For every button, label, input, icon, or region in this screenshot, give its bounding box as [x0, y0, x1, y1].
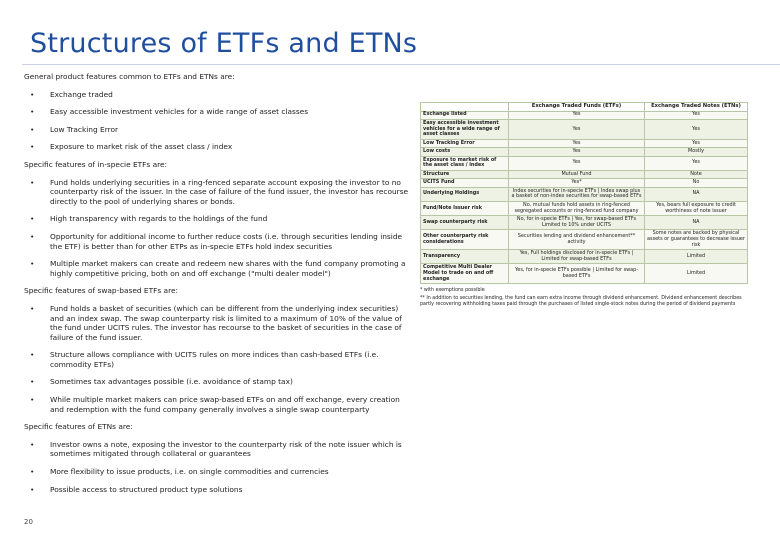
- list-item-text: Fund holds underlying securities in a ring-fenced separate account exposing the investor to no counterparty risk of the issuer. In the case of failure of the fund issuer, the investor has recourse directly to the pool of underlying shares or bonds.: [50, 177, 409, 206]
- bullet-icon: •: [30, 214, 35, 224]
- table-header-cell: [421, 103, 509, 112]
- value-cell: Mutual Fund: [509, 170, 645, 178]
- table-row: [421, 230, 748, 250]
- list-item: [24, 107, 412, 117]
- etn-features-list: [24, 440, 412, 494]
- table-row: [421, 179, 748, 187]
- general-features-list: [24, 90, 412, 152]
- list-item: [24, 395, 412, 414]
- bullet-icon: •: [30, 107, 35, 117]
- table-row: [421, 139, 748, 147]
- list-item-text: Sometimes tax advantages possible (i.e. avoidance of stamp tax): [50, 377, 293, 387]
- bullet-icon: •: [30, 259, 35, 269]
- list-item: [24, 232, 412, 251]
- etn-heading: Specific features of ETNs are:: [24, 422, 133, 432]
- table-header-cell: Exchange Traded Funds (ETFs): [509, 103, 645, 112]
- table-row: [421, 250, 748, 264]
- value-cell: Some notes are backed by physical assets or guarantees to decrease issuer risk: [645, 230, 748, 250]
- value-cell: Yes: [645, 139, 748, 147]
- table-row: [421, 216, 748, 230]
- feature-cell: Exposure to market risk of the asset class / index: [421, 156, 509, 170]
- value-cell: Yes: [509, 119, 645, 139]
- value-cell: NA: [645, 187, 748, 201]
- list-item-text: Fund holds a basket of securities (which can be different from the underlying index securities) and an index swap. The swap counterparty risk is limited to a maximum of 10% of the value of the fund under UCITS rules. The investor has recourse to the basket of securities in the case of failure of the fund issuer.: [50, 303, 402, 342]
- page-title: Structures of ETFs and ETNs: [30, 28, 418, 59]
- feature-cell: Exchange listed: [421, 111, 509, 119]
- value-cell: Mostly: [645, 148, 748, 156]
- bullet-icon: •: [30, 467, 35, 477]
- feature-cell: Easy accessible investment vehicles for a wide range of asset classes: [421, 119, 509, 139]
- table-row: [421, 156, 748, 170]
- bullet-icon: •: [30, 89, 35, 99]
- list-item: [24, 125, 412, 135]
- feature-cell: Transparency: [421, 250, 509, 264]
- bullet-icon: •: [30, 124, 35, 134]
- value-cell: No, for in-specie ETFs | Yes, for swap-based ETFs Limited to 10% under UCITS: [509, 216, 645, 230]
- bullet-icon: •: [30, 484, 35, 494]
- page-number: 20: [24, 518, 33, 526]
- swap-features-list: [24, 304, 412, 414]
- footnote: ** In addition to securities lending, the fund can earn extra income through dividend enhancement. Dividend enhancement describes partly recovering withholding taxes paid through the purchases of listed single-stock notes during the period of dividend payments: [420, 296, 742, 308]
- table-row: [421, 111, 748, 119]
- footnote: * with exemptions possible: [420, 288, 485, 294]
- list-item: [24, 350, 412, 369]
- comparison-table: [420, 102, 748, 284]
- value-cell: NA: [645, 216, 748, 230]
- list-item: [24, 259, 412, 278]
- list-item-text: Low Tracking Error: [50, 124, 119, 134]
- list-item-text: Opportunity for additional income to further reduce costs (i.e. through securities lending inside the ETF) is better than for other ETPs as in-specie ETFs hold index securities: [50, 231, 403, 251]
- table-row: [421, 264, 748, 284]
- swap-heading: Specific features of swap-based ETFs are:: [24, 286, 178, 296]
- list-item-text: More flexibility to issue products, i.e. on single commodities and currencies: [50, 467, 329, 477]
- list-item-text: Exposure to market risk of the asset class / index: [50, 142, 233, 152]
- feature-cell: Low costs: [421, 148, 509, 156]
- inspecie-features-list: [24, 178, 412, 279]
- value-cell: Yes, Full holdings disclosed for in-specie ETFs | Limited for swap-based ETFs: [509, 250, 645, 264]
- table-footnotes: [420, 288, 747, 308]
- list-item: [24, 485, 412, 495]
- bullet-icon: •: [30, 231, 35, 241]
- bullet-icon: •: [30, 377, 35, 387]
- list-item-text: Possible access to structured product type solutions: [50, 484, 243, 494]
- value-cell: Yes, for in-specie ETFs possible | Limited for swap-based ETFs: [509, 264, 645, 284]
- list-item: [24, 440, 412, 459]
- table-row: [421, 201, 748, 215]
- list-item: [24, 178, 412, 207]
- bullet-icon: •: [30, 142, 35, 152]
- list-item-text: Multiple market makers can create and redeem new shares with the fund company promoting a highly competitive pricing, both on and off exchange ("multi dealer model"): [50, 259, 406, 278]
- value-cell: Yes: [509, 148, 645, 156]
- table-row: [421, 170, 748, 178]
- list-item-text: While multiple market makers can price swap-based ETFs on and off exchange, every creation and redemption with the fund company generally involves a single swap counterparty: [50, 395, 400, 414]
- table-header-cell: Exchange Traded Notes (ETNs): [645, 103, 748, 112]
- list-item: [24, 304, 412, 342]
- table-row: [421, 187, 748, 201]
- list-item: [24, 214, 412, 224]
- bullet-icon: •: [30, 439, 35, 449]
- value-cell: Index securities for in-specie ETFs | Index swap plus a basket of non-index securities for swap-based ETFs: [509, 187, 645, 201]
- bullet-icon: •: [30, 350, 35, 360]
- list-item-text: High transparency with regards to the holdings of the fund: [50, 214, 268, 224]
- value-cell: Yes, bears full exposure to credit worthiness of note issuer: [645, 201, 748, 215]
- value-cell: Yes: [645, 119, 748, 139]
- comparison-table-wrapper: [420, 102, 747, 310]
- bullet-icon: •: [30, 395, 35, 405]
- list-item-text: Exchange traded: [50, 89, 113, 99]
- value-cell: Yes: [509, 111, 645, 119]
- feature-cell: Underlying Holdings: [421, 187, 509, 201]
- list-item-text: Easy accessible investment vehicles for a wide range of asset classes: [50, 107, 309, 117]
- feature-cell: Other counterparty risk considerations: [421, 230, 509, 250]
- value-cell: Securities lending and dividend enhancement** activity: [509, 230, 645, 250]
- feature-cell: Low Tracking Error: [421, 139, 509, 147]
- table-header-row: [421, 103, 748, 112]
- list-item: [24, 142, 412, 152]
- value-cell: Yes: [509, 156, 645, 170]
- feature-cell: UCITS Fund: [421, 179, 509, 187]
- value-cell: Yes: [509, 139, 645, 147]
- general-heading: General product features common to ETFs and ETNs are:: [24, 72, 235, 81]
- feature-cell: Competitive Multi Dealer Model to trade on and off exchange: [421, 264, 509, 284]
- value-cell: Limited: [645, 250, 748, 264]
- value-cell: Limited: [645, 264, 748, 284]
- table-row: [421, 148, 748, 156]
- feature-cell: Swap counterparty risk: [421, 216, 509, 230]
- value-cell: No: [645, 179, 748, 187]
- bullet-icon: •: [30, 177, 35, 187]
- bullet-icon: •: [30, 303, 35, 313]
- table-row: [421, 119, 748, 139]
- feature-cell: Structure: [421, 170, 509, 178]
- title-divider: [22, 64, 780, 65]
- value-cell: Yes: [645, 111, 748, 119]
- inspecie-heading: Specific features of in-specie ETFs are:: [24, 159, 168, 169]
- left-column: [24, 72, 412, 502]
- value-cell: Yes*: [509, 179, 645, 187]
- value-cell: No, mutual funds hold assets in ring-fenced segregated accounts or ring-fenced fund company: [509, 201, 645, 215]
- feature-cell: Fund/Note Issuer risk: [421, 201, 509, 215]
- list-item: [24, 377, 412, 387]
- list-item-text: Investor owns a note, exposing the investor to the counterparty risk of the note issuer which is sometimes mitigated through collateral or guarantees: [50, 439, 402, 459]
- value-cell: Yes: [645, 156, 748, 170]
- list-item: [24, 90, 412, 100]
- list-item-text: Structure allows compliance with UCITS rules on more indices than cash-based ETFs (i.e. commodity ETFs): [50, 350, 379, 369]
- value-cell: Note: [645, 170, 748, 178]
- list-item: [24, 467, 412, 477]
